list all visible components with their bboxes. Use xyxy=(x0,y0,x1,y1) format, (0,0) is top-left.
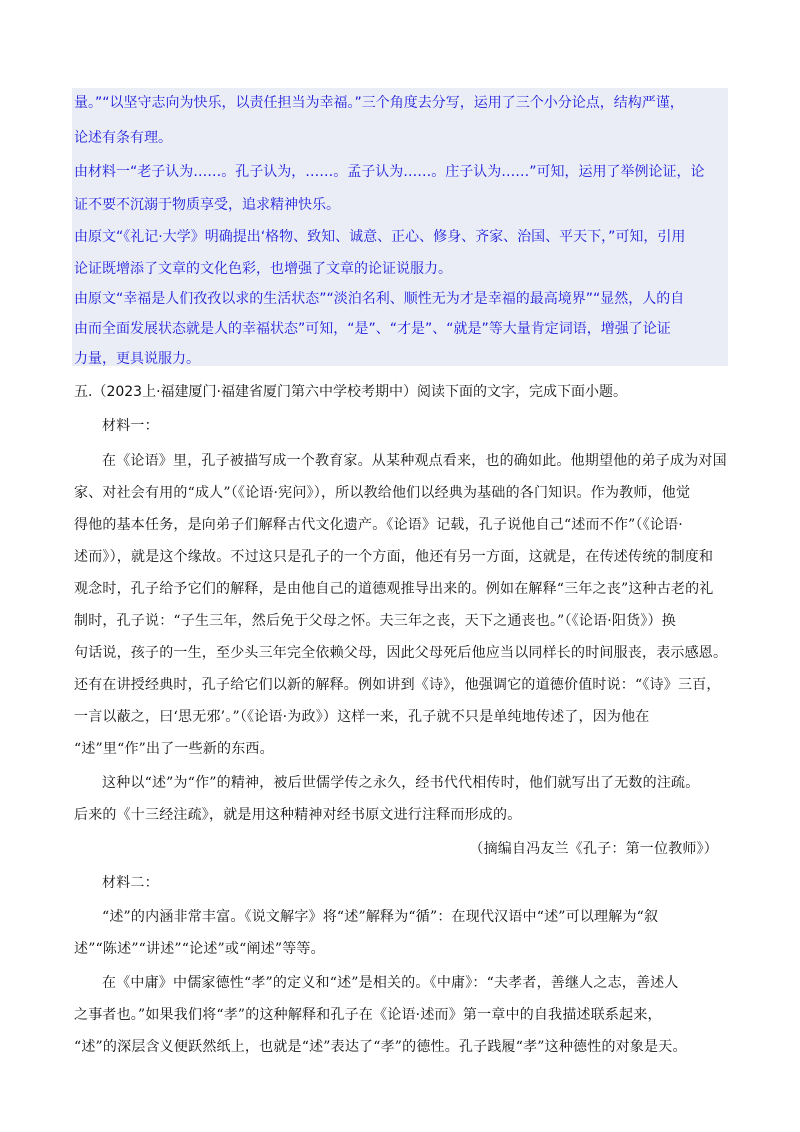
answer-line: 力量，更具说服力。 xyxy=(74,351,200,367)
material1-para1-line: 一言以蔽之，曰‘思无邪’。”（《论语·为政》）这样一来，孔子就不只是单纯地传述了，因为他在 xyxy=(74,709,650,725)
material2-para2-line: “述”的深层含义便跃然纸上，也就是“述”表达了“孝”的德性。孔子践履“孝”这种德性的对象是天。 xyxy=(74,1039,687,1055)
answer-line: 由原文“幸福是人们孜孜以求的生活状态”“淡泊名利、顺性无为才是幸福的最高境界”“显然，人的自 xyxy=(74,291,685,307)
question-header: 五.（2023上·福建厦门·福建省厦门第六中学校考期中）阅读下面的文字，完成下面小题。 xyxy=(74,384,627,400)
material2-para2-line: 之事者也。”如果我们将“孝”的这种解释和孔子在《论语·述而》第一章中的自我描述联系起来， xyxy=(74,1007,662,1023)
material1-para1-line: 制时，孔子说：“子生三年，然后免于父母之怀。夫三年之丧，天下之通丧也。”（《论语·阳货》）换 xyxy=(74,613,676,629)
material1-para2-line: 后来的《十三经注疏》，就是用这种精神对经书原文进行注释而形成的。 xyxy=(74,807,522,823)
material1-label: 材料一： xyxy=(102,418,159,434)
material1-para1-line: 述而》），就是这个缘故。不过这只是孔子的一个方面，他还有另一方面，这就是，在传述传统的制度和 xyxy=(74,549,714,565)
answer-line: 论证既增添了文章的文化色彩，也增强了文章的论证说服力。 xyxy=(74,261,452,277)
material1-source: （摘编自冯友兰《孔子：第一位教师》） xyxy=(469,841,718,857)
material1-para1-line: 在《论语》里，孔子被描写成一个教育家。从某种观点看来，也的确如此。他期望他的弟子成为对国 xyxy=(102,453,727,469)
material1-para2-line: 这种以“述”为“作”的精神，被后世儒学传之永久，经书代代相传时，他们就写出了无数的注疏。 xyxy=(102,775,700,791)
material1-para1-line: 还有在讲授经典时，孔子给它们以新的解释。例如讲到《诗》，他强调它的道德价值时说：“《诗》三百， xyxy=(74,677,721,693)
material1-para1-line: 句话说，孩子的一生，至少头三年完全依赖父母，因此父母死后他应当以同样长的时间服丧，表示感恩。 xyxy=(74,645,728,661)
material1-para1-line: 观念时，孔子给予它们的解释，是由他自己的道德观推导出来的。例如在解释“三年之丧”这种古老的礼 xyxy=(74,581,714,597)
answer-line: 证不要不沉溺于物质享受，追求精神快乐。 xyxy=(74,197,340,213)
answer-line: 论述有条有理。 xyxy=(74,130,172,146)
answer-line: 量。”“以坚守志向为快乐，以责任担当为幸福。”三个角度去分写，运用了三个小分论点，结构严谨， xyxy=(74,95,684,111)
material2-para1-line: 述”“陈述”“讲述”“论述”或“阐述”等等。 xyxy=(74,941,325,957)
material2-label: 材料二： xyxy=(102,875,159,891)
answer-line: 由原文“《礼记·大学》明确提出‘格物、致知、诚意、正心、修身、齐家、治国、平天下，”可知，引用 xyxy=(74,229,686,245)
material1-para1-line: 家、对社会有用的“成人”（《论语·宪问》），所以教给他们以经典为基础的各门知识。作为教师，他觉 xyxy=(74,485,691,501)
answer-line: 由材料一“老子认为……。孔子认为，……。孟子认为……。庄子认为……”可知，运用了举例论证，论 xyxy=(74,164,705,180)
material1-para1-line: 得他的基本任务，是向弟子们解释古代文化遗产。《论语》记载，孔子说他自己“述而不作”（《论语· xyxy=(74,517,683,533)
material2-para2-line: 在《中庸》中儒家德性“孝”的定义和“述”是相关的。《中庸》：“夫孝者，善继人之志，善述人 xyxy=(102,975,679,991)
material1-para1-line: “述”里“作”出了一些新的东西。 xyxy=(74,741,274,757)
material2-para1-line: “述”的内涵非常丰富。《说文解字》将“述”解释为“循”：在现代汉语中“述”可以理解为“叙 xyxy=(102,909,659,925)
answer-line: 由而全面发展状态就是人的幸福状态”可知，“是”、“才是”、“就是”等大量肯定词语，增强了论证 xyxy=(74,321,671,337)
